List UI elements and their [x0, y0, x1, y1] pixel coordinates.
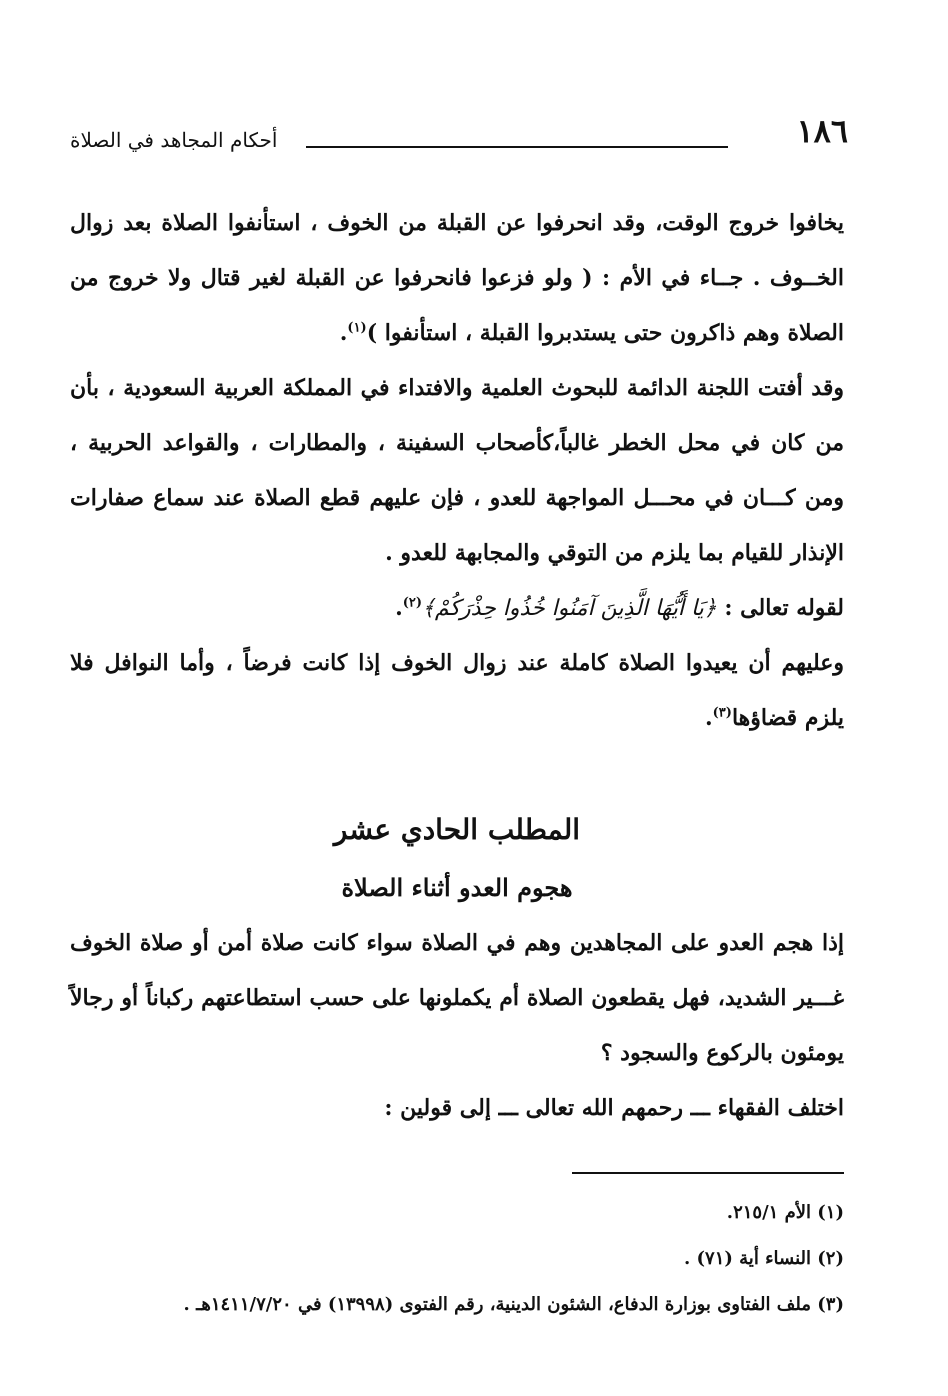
paragraph-3-end: . [395, 595, 403, 621]
footnote-ref-2: (٢) [402, 595, 423, 611]
footnote-2: (٢) النساء أية (٧١) . [683, 1248, 844, 1269]
running-title: أحكام المجاهد في الصلاة [70, 128, 278, 152]
footnotes [70, 1190, 844, 1328]
page-number: ١٨٦ [796, 112, 848, 150]
paragraph-4-text: وعليهم أن يعيدوا الصلاة كاملة عند زوال الخوف إذا كانت فرضاً ، وأما النوافل فلا يلزم قضاؤها [70, 650, 844, 731]
body-text [70, 196, 844, 1136]
paragraph-1 [70, 196, 844, 361]
paragraph-2: وقد أفتت اللجنة الدائمة للبحوث العلمية والافتداء في المملكة العربية السعودية ، بأن من كان في محل الخطر غالباً،كأصحاب السفينة ، والمطارات ، والقواعد الحربية ، ومن كـــان في محـــل المواجهة للعدو ، فإن عليهم قطع الصلاة عند سماع صفارات الإنذار للقيام بما يلزم من التوقي والمجابهة للعدو . [70, 375, 844, 566]
section-subheading: هجوم العدو أثناء الصلاة [341, 873, 573, 902]
footnote-ref-1: (١) [347, 320, 367, 336]
paragraph-3-intro: لقوله تعالى : [724, 595, 844, 621]
quran-verse: ﴿يَا أَيُّهَا الَّذِينَ آمَنُوا خُذُوا حِذْرَكُمْ﴾ [422, 596, 717, 621]
paragraph-5: إذا هجم العدو على المجاهدين وهم في الصلاة سواء كانت صلاة أمن أو صلاة الخوف غـــير الشديد، فهل يقطعون الصلاة أم يكملونها على حسب استطاعتهم ركباناً أو رجالاً يومئون بالركوع والسجود ؟ [70, 930, 844, 1066]
page-header [70, 112, 848, 160]
paragraph-1-text: يخافوا خروج الوقت، وقد انحرفوا عن القبلة من الخوف ، استأنفوا الصلاة بعد زوال الخــوف . جــاء في الأم : ( ولو فزعوا فانحرفوا عن القبلة لغير قتال ولا خروج من الصلاة وهم ذاكرون حتى يستدبروا القبلة ، استأنفوا ) [70, 210, 844, 346]
paragraph-1-end: . [339, 320, 348, 346]
paragraph-3 [70, 581, 844, 636]
footnote-ref-3: (٣) [712, 705, 732, 721]
header-rule [306, 146, 728, 148]
paragraph-6: اختلف الفقهاء ـــ رحمهم الله تعالى ـــ إلى قولين : [384, 1095, 844, 1121]
footnote-rule [572, 1172, 844, 1174]
paragraph-4-end: . [704, 705, 713, 731]
paragraph-4 [70, 636, 844, 746]
section-heading: المطلب الحادي عشر [333, 813, 581, 846]
footnote-3: (٣) ملف الفتاوى بوزارة الدفاع، الشئون الدينية، رقم الفتوى (١٣٩٩٨) في ١٤١١/٧/٢٠هـ . [183, 1294, 844, 1315]
footnote-1: (١) الأم ٢١٥/١. [726, 1202, 844, 1223]
